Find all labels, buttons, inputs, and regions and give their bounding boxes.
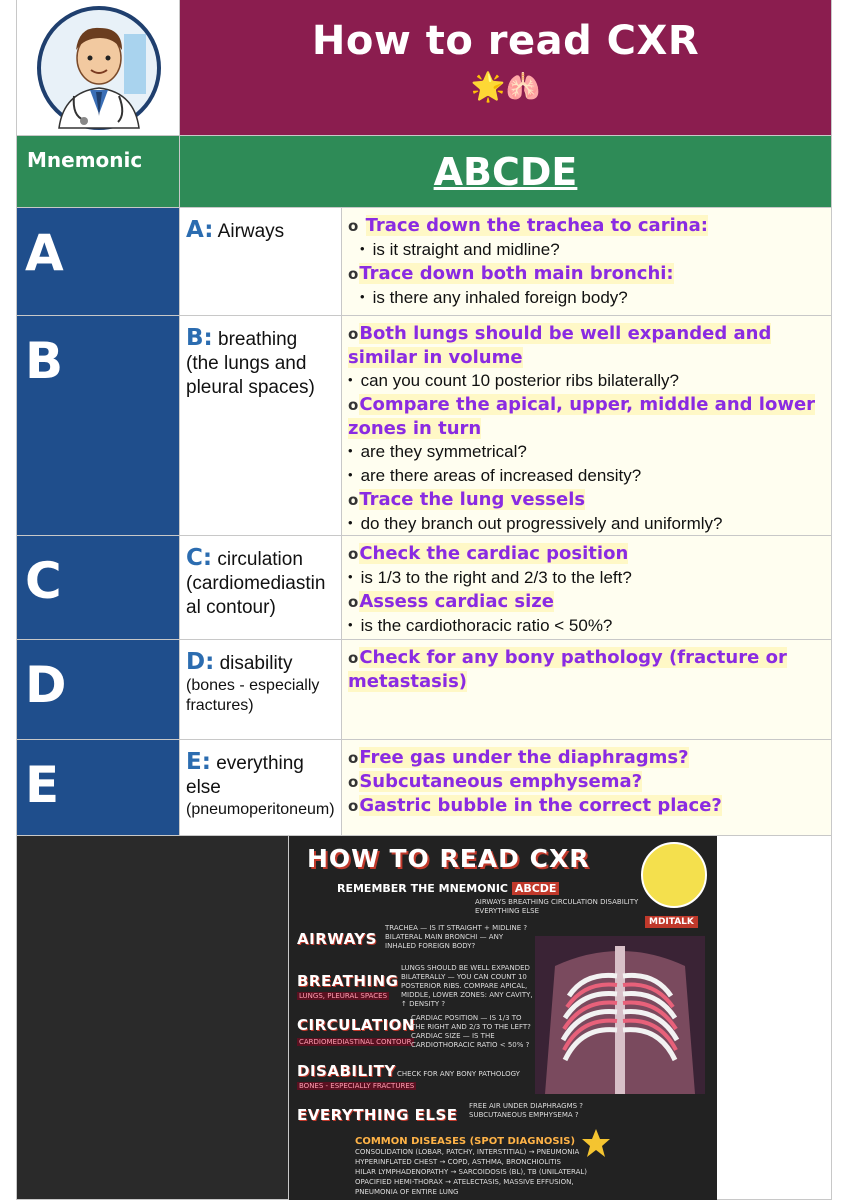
- poster-disease-item: CONSOLIDATION (LOBAR, PATCHY, INTERSTITIAL) → PNEUMONIA: [355, 1148, 580, 1156]
- poster-disability: DISABILITY: [297, 1062, 396, 1080]
- row-label-note: (pneumoperitoneum): [186, 801, 335, 818]
- poster-circulation: CIRCULATION: [297, 1016, 415, 1034]
- row-label-cell: [180, 536, 342, 640]
- row-content-cell: [342, 740, 832, 836]
- row-label: circulation (cardiomediastin al contour): [186, 549, 326, 618]
- row-letter: D: [25, 656, 67, 714]
- dark-filler-cell: [16, 836, 289, 1200]
- checklist-heading: oCheck for any bony pathology (fracture or metastasis): [348, 647, 787, 692]
- page-title: How to read CXR: [311, 18, 700, 64]
- checklist-heading: oCheck the cardiac position: [348, 543, 629, 564]
- star-icon: [581, 1128, 611, 1158]
- mnemonic-label-cell: [16, 136, 180, 208]
- chest-xray-illustration: [535, 936, 705, 1094]
- poster-remember: REMEMBER THE MNEMONIC ABCDE: [337, 882, 559, 895]
- row-label-cell: [180, 640, 342, 740]
- cxr-infographic: [289, 836, 717, 1200]
- poster-disease-item: OPACIFIED HEMI-THORAX → ATELECTASIS, MASSIVE EFFUSION, PNEUMONIA OF ENTIRE LUNG: [355, 1178, 574, 1196]
- poster-breathing: BREATHING: [297, 972, 399, 990]
- row-key: B:: [186, 325, 213, 351]
- checklist-heading: oCompare the apical, upper, middle and lower zones in turn: [348, 394, 816, 439]
- poster-everything: EVERYTHING ELSE: [297, 1106, 458, 1124]
- mnemonic-value-cell: [180, 136, 832, 208]
- poster-breathing-sub: LUNGS, PLEURAL SPACES: [299, 992, 388, 1000]
- mnemonic-value: ABCDE: [433, 150, 578, 194]
- poster-title: HOW TO READ CXR: [307, 844, 590, 873]
- checklist-subitem: • can you count 10 posterior ribs bilaterally?: [348, 371, 680, 390]
- checklist-heading: oSubcutaneous emphysema?: [348, 771, 643, 792]
- row-key: C:: [186, 545, 213, 571]
- row-label-cell: [180, 208, 342, 316]
- mnemonic-label: Mnemonic: [27, 148, 143, 172]
- row-letter-cell: [16, 740, 180, 836]
- row-letter-cell: [16, 640, 180, 740]
- checklist-heading: o Trace down the trachea to carina:: [348, 215, 708, 236]
- poster-diseases: [355, 1136, 595, 1197]
- poster-circulation-sub: CARDIOMEDIASTINAL CONTOUR: [299, 1038, 412, 1046]
- poster-diseases-title: COMMON DISEASES (SPOT DIAGNOSIS): [355, 1136, 576, 1147]
- doctor-avatar-cell: [16, 0, 180, 136]
- row-content-cell: [342, 316, 832, 536]
- checklist-heading: oTrace down both main bronchi:: [348, 263, 674, 284]
- row-label-note: (bones - especially fractures): [186, 677, 320, 714]
- poster-disease-item: HYPERINFLATED CHEST → COPD, ASTHMA, BRONCHIOLITIS: [355, 1158, 561, 1166]
- row-letter: E: [25, 756, 60, 814]
- poster-disability-sub: BONES - ESPECIALLY FRACTURES: [299, 1082, 415, 1090]
- mditalk-badge-icon: [641, 842, 707, 908]
- checklist-subitem: • is the cardiothoracic ratio < 50%?: [348, 616, 613, 635]
- poster-everything-notes: FREE AIR UNDER DIAPHRAGMS ? SUBCUTANEOUS EMPHYSEMA ?: [469, 1102, 583, 1119]
- checklist-heading: oBoth lungs should be well expanded and similar in volume: [348, 323, 772, 368]
- poster-disease-item: HILAR LYMPHADENOPATHY → SARCOIDOSIS (BL), TB (UNILATERAL): [355, 1168, 588, 1176]
- row-label: everything else: [186, 753, 304, 798]
- checklist-subitem: • is there any inhaled foreign body?: [360, 288, 628, 307]
- row-label: disability: [219, 653, 293, 674]
- cxr-table: [16, 0, 832, 1200]
- checklist-subitem: • is 1/3 to the right and 2/3 to the left?: [348, 568, 632, 587]
- poster-badge-label: MDITALK: [645, 916, 698, 928]
- checklist-subitem: • are they symmetrical?: [348, 442, 527, 461]
- row-letter-cell: [16, 536, 180, 640]
- poster-circulation-notes: CARDIAC POSITION — IS 1/3 TO THE RIGHT AND 2/3 TO THE LEFT? CARDIAC SIZE — IS THE CARDIOTHORACIC RATIO < 50% ?: [411, 1014, 531, 1049]
- row-content-cell: [342, 640, 832, 740]
- row-content-cell: [342, 536, 832, 640]
- doctor-avatar-icon: [24, 4, 174, 132]
- poster-abcde-legend: AIRWAYS BREATHING CIRCULATION DISABILITY EVERYTHING ELSE: [475, 898, 639, 915]
- row-letter-cell: [16, 208, 180, 316]
- checklist-heading: oAssess cardiac size: [348, 591, 554, 612]
- checklist-subitem: • is it straight and midline?: [360, 240, 560, 259]
- checklist-heading: oFree gas under the diaphragms?: [348, 747, 689, 768]
- poster-disability-notes: CHECK FOR ANY BONY PATHOLOGY: [397, 1070, 520, 1078]
- poster-airways: AIRWAYS: [297, 930, 377, 948]
- row-label-cell: [180, 740, 342, 836]
- infographic-cell: [289, 836, 832, 1200]
- checklist-subitem: • do they branch out progressively and uniformly?: [348, 514, 723, 533]
- row-label-cell: [180, 316, 342, 536]
- title-banner: [180, 0, 832, 136]
- row-label: breathing (the lungs and pleural spaces): [186, 329, 315, 398]
- row-content-cell: [342, 208, 832, 316]
- checklist-heading: oGastric bubble in the correct place?: [348, 795, 722, 816]
- row-key: A:: [186, 217, 214, 243]
- row-letter: B: [25, 332, 64, 390]
- poster-breathing-notes: LUNGS SHOULD BE WELL EXPANDED BILATERALLY — YOU CAN COUNT 10 POSTERIOR RIBS. COMPARE APICAL, MIDDLE, LOWER ZONES: ANY CAVITY, ↑ DENSITY ?: [401, 964, 533, 1008]
- checklist-subitem: • are there areas of increased density?: [348, 466, 642, 485]
- row-letter: A: [25, 224, 64, 282]
- row-key: D:: [186, 649, 215, 675]
- row-key: E:: [186, 749, 211, 775]
- row-letter: C: [25, 552, 62, 610]
- checklist-heading: oTrace the lung vessels: [348, 489, 586, 510]
- ribcage-icon: [535, 936, 705, 1094]
- row-label: Airways: [217, 221, 285, 242]
- row-letter-cell: [16, 316, 180, 536]
- poster-airways-notes: TRACHEA — IS IT STRAIGHT + MIDLINE ? BILATERAL MAIN BRONCHI — ANY INHALED FOREIGN BODY?: [385, 924, 528, 950]
- star-lungs-icon: 🌟🫁: [470, 71, 541, 102]
